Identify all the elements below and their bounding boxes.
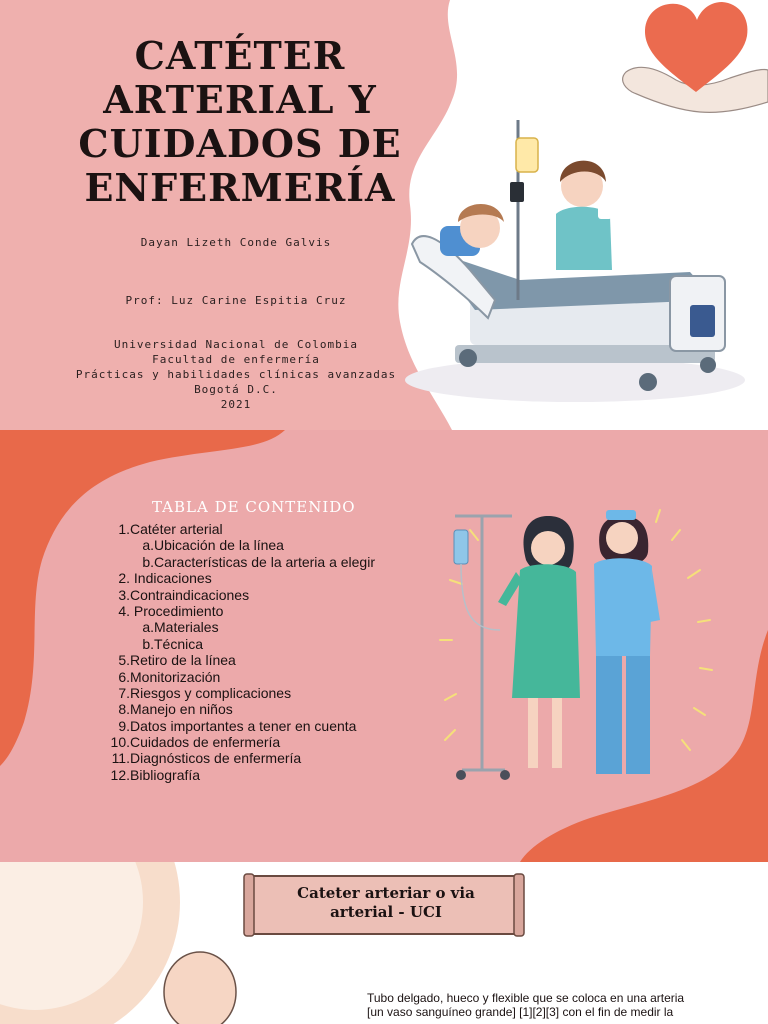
toc-item-number: b. (142, 635, 154, 652)
toc-subitem[interactable] (100, 619, 430, 635)
cover-slide (0, 0, 768, 430)
professor-name: Prof: Luz Carine Espitia Cruz (125, 294, 347, 307)
cover-title-line: CATÉTER (134, 33, 346, 78)
body-line: [un vaso sanguíneo grande] [1][2][3] con el fin de medir la (367, 1005, 674, 1019)
toc-item[interactable] (100, 734, 430, 750)
toc-item-label: Bibliografía (130, 766, 201, 783)
cover-title-line: ENFERMERÍA (84, 165, 396, 210)
body-line: Tubo delgado, hueco y flexible que se coloca en una arteria (367, 991, 685, 1005)
cover-title-line: ARTERIAL Y (103, 77, 377, 122)
toc-item-number: 3. (118, 586, 130, 603)
section-body-text (367, 991, 727, 1019)
toc-item[interactable] (100, 603, 430, 619)
section-title (258, 884, 514, 922)
toc-item-label: Catéter arterial (130, 521, 223, 537)
toc-item-number: 4. (118, 602, 130, 619)
toc-item-number: a. (142, 619, 154, 636)
toc-item-label: Indicaciones (130, 570, 212, 587)
toc-item-number: 12. (110, 766, 130, 783)
toc-item-number: b. (142, 553, 154, 570)
toc-item-label: Procedimiento (130, 602, 224, 619)
institution-line: Facultad de enfermería (152, 353, 320, 366)
toc-item[interactable] (100, 718, 430, 734)
person-illustration (164, 952, 236, 1024)
section-title-line: arterial - UCI (330, 903, 442, 921)
toc-item-number: a. (142, 537, 154, 554)
toc-list (100, 521, 430, 783)
toc-item-label: Características de la arteria a elegir (154, 553, 375, 570)
section-slide (0, 862, 768, 1024)
cover-title (40, 34, 440, 210)
iv-stand-illustration (454, 516, 512, 780)
toc-item-label: Contraindicaciones (130, 586, 250, 603)
toc-item-label: Manejo en niños (130, 701, 233, 718)
toc-subitem[interactable] (100, 636, 430, 652)
toc-item-label: Técnica (154, 635, 204, 652)
nurse-illustration (594, 510, 660, 774)
toc-item-number: 8. (118, 701, 130, 718)
toc-item-label: Monitorización (130, 668, 221, 685)
toc-item-label: Riesgos y complicaciones (130, 684, 292, 701)
toc-item-number: 2. (118, 570, 130, 587)
toc-item-label: Materiales (154, 619, 219, 636)
toc-heading: TABLA DE CONTENIDO (152, 498, 356, 516)
toc-item[interactable] (100, 652, 430, 668)
toc-subitem[interactable] (100, 537, 430, 553)
toc-item-label: Datos importantes a tener en cuenta (130, 717, 357, 734)
toc-item-number: 11. (111, 750, 130, 767)
institution-block (40, 337, 432, 412)
toc-item-number: 5. (118, 652, 130, 669)
toc-item[interactable] (100, 767, 430, 783)
toc-item-number: 9. (118, 717, 130, 734)
toc-item-number: 1. (118, 521, 130, 537)
toc-item[interactable] (100, 669, 430, 685)
institution-line: Bogotá D.C. (194, 383, 278, 396)
institution-line: Prácticas y habilidades clínicas avanzadas (75, 368, 397, 381)
toc-item[interactable] (100, 685, 430, 701)
toc-item-label: Diagnósticos de enfermería (130, 750, 302, 767)
toc-item-number: 10. (110, 734, 130, 751)
toc-subitem[interactable] (100, 554, 430, 570)
toc-item[interactable] (100, 701, 430, 717)
toc-item[interactable] (100, 521, 430, 537)
toc-slide (0, 430, 768, 862)
toc-item[interactable] (100, 750, 430, 766)
section-title-line: Cateter arteriar o via (297, 884, 475, 902)
toc-item-label: Retiro de la línea (130, 652, 236, 669)
toc-item-number: 7. (118, 684, 130, 701)
cover-title-line: CUIDADOS DE (78, 121, 402, 166)
institution-line: 2021 (220, 398, 252, 411)
toc-item[interactable] (100, 570, 430, 586)
institution-line: Universidad Nacional de Colombia (114, 338, 358, 351)
author-name: Dayan Lizeth Conde Galvis (140, 236, 332, 249)
toc-item-label: Ubicación de la línea (154, 537, 284, 554)
toc-item-number: 6. (118, 668, 130, 685)
patient-illustration (498, 516, 580, 768)
toc-item[interactable] (100, 587, 430, 603)
toc-item-label: Cuidados de enfermería (130, 734, 281, 751)
